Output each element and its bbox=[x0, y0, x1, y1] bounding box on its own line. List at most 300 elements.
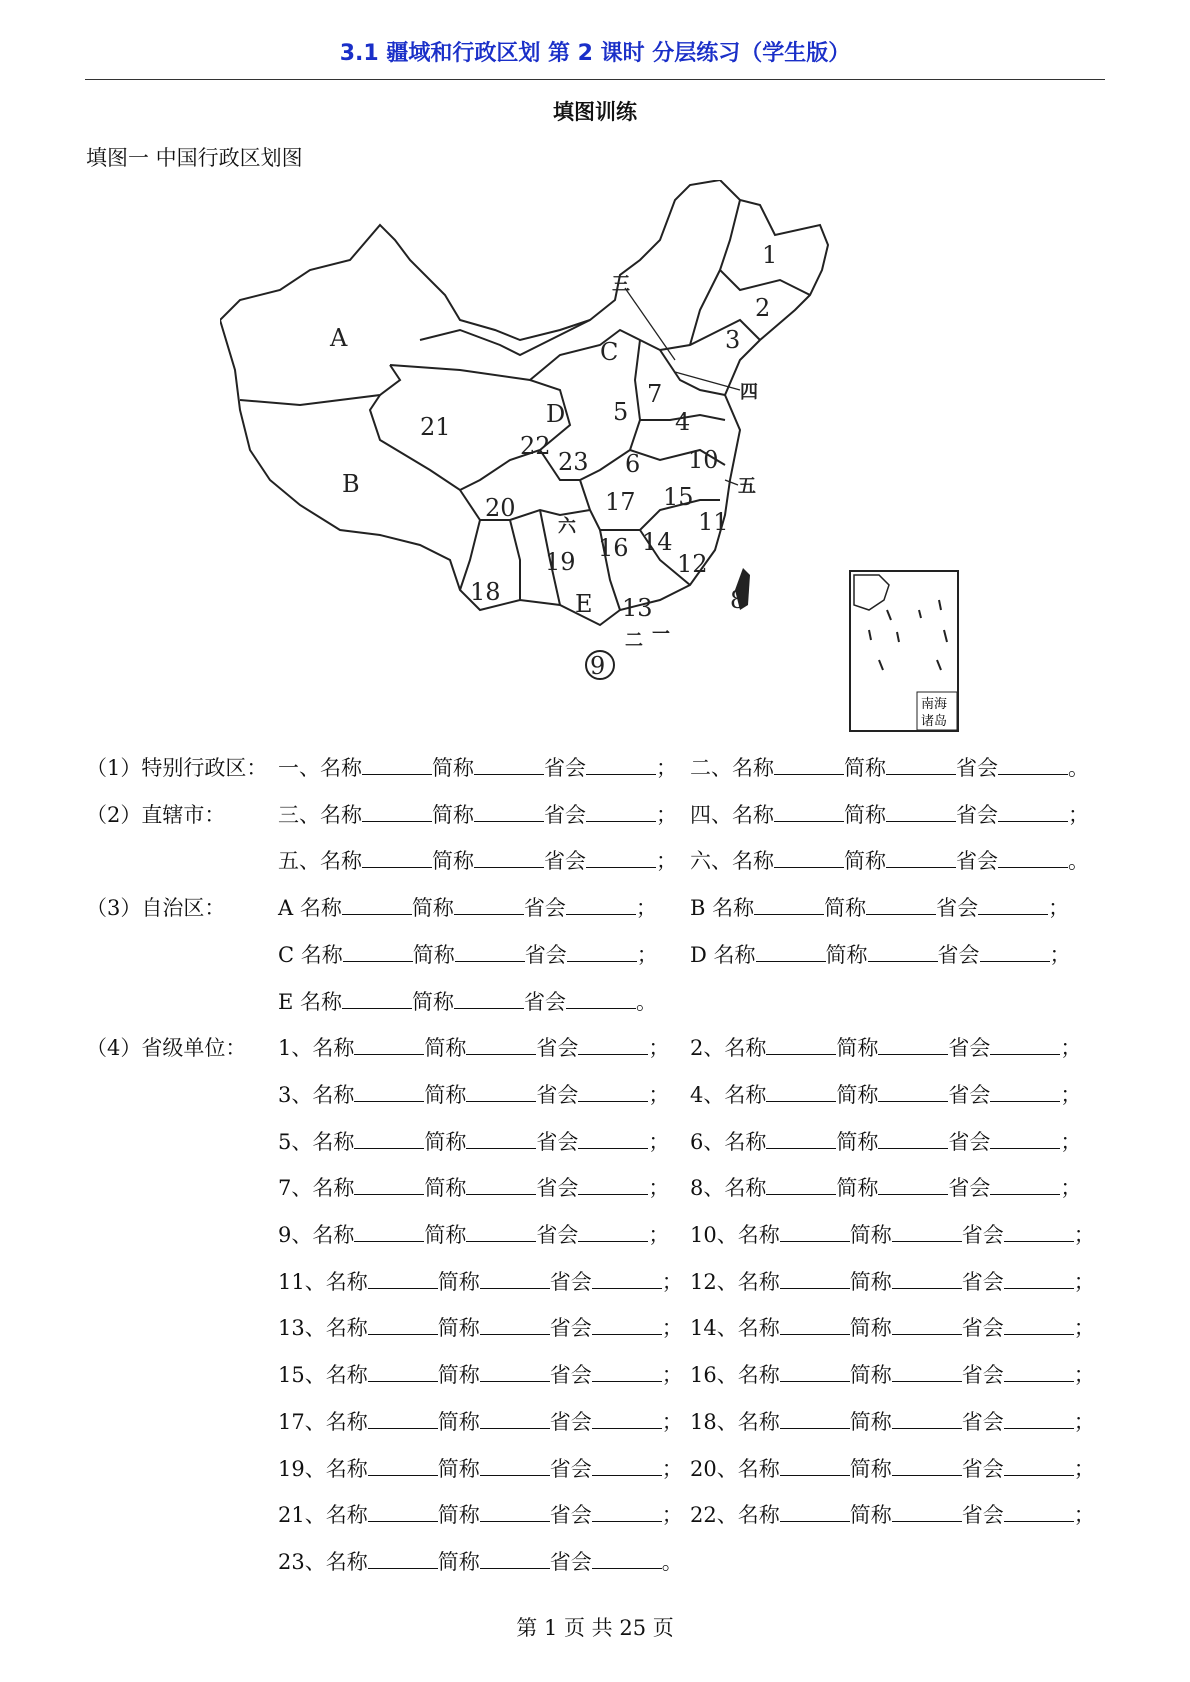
answer-blank[interactable] bbox=[368, 1361, 438, 1382]
answer-blank[interactable] bbox=[774, 847, 844, 868]
answer-blank[interactable] bbox=[878, 1034, 948, 1055]
fill-item bbox=[278, 939, 658, 969]
abbr-label: 简称 bbox=[412, 942, 455, 967]
item-end: ； bbox=[661, 1269, 683, 1294]
abbr-label: 简称 bbox=[437, 1363, 480, 1388]
item-end: ； bbox=[656, 802, 677, 827]
capital-label: 省会 bbox=[961, 1269, 1004, 1294]
fill-item bbox=[278, 799, 677, 829]
fill-item bbox=[278, 1453, 683, 1483]
item-label: 12、 bbox=[690, 1269, 738, 1294]
answer-blank[interactable] bbox=[780, 1268, 850, 1289]
item-label: 9、 bbox=[278, 1223, 313, 1247]
name-label: 名称 bbox=[325, 1409, 368, 1434]
item-end: 。 bbox=[1068, 756, 1089, 780]
map-label-b: B bbox=[342, 470, 360, 498]
item-label: 8、 bbox=[690, 1176, 725, 1201]
answer-blank[interactable] bbox=[892, 1408, 962, 1429]
answer-blank[interactable] bbox=[362, 847, 432, 868]
answer-blank[interactable] bbox=[354, 1221, 424, 1242]
answer-blank[interactable] bbox=[592, 1455, 662, 1476]
abbr-label: 简称 bbox=[412, 989, 455, 1014]
answer-blank[interactable] bbox=[892, 1455, 962, 1476]
fill-item bbox=[278, 1079, 669, 1109]
abbr-label: 简称 bbox=[849, 1409, 892, 1434]
item-end: ； bbox=[1060, 1176, 1082, 1201]
map-label-wu: 五 bbox=[738, 476, 756, 497]
answer-blank[interactable] bbox=[892, 1221, 962, 1242]
capital-label: 省会 bbox=[549, 1456, 592, 1481]
item-end: ； bbox=[661, 1363, 683, 1388]
map-label-d: D bbox=[546, 400, 566, 428]
item-label: 16、 bbox=[690, 1363, 738, 1388]
capital-label: 省会 bbox=[536, 1082, 579, 1107]
fill-item bbox=[690, 939, 1071, 969]
name-label: 名称 bbox=[320, 849, 362, 874]
answer-blank[interactable] bbox=[362, 801, 432, 822]
answer-blank[interactable] bbox=[892, 1501, 962, 1522]
map-label-8: 8 bbox=[730, 586, 746, 614]
name-label: 名称 bbox=[712, 896, 755, 921]
answer-blank[interactable] bbox=[578, 1081, 648, 1102]
map-label-23: 23 bbox=[558, 448, 589, 476]
answer-blank[interactable] bbox=[774, 754, 844, 775]
answer-blank[interactable] bbox=[578, 1174, 648, 1195]
capital-label: 省会 bbox=[544, 849, 586, 874]
map-outline bbox=[220, 180, 828, 625]
abbr-label: 简称 bbox=[836, 1176, 879, 1201]
answer-blank[interactable] bbox=[592, 1268, 662, 1289]
capital-label: 省会 bbox=[961, 1363, 1004, 1388]
map-label-liu: 六 bbox=[558, 516, 576, 537]
capital-label: 省会 bbox=[956, 756, 998, 780]
inset-label-line1: 南海 bbox=[921, 697, 948, 712]
answer-blank[interactable] bbox=[754, 894, 824, 915]
question-row bbox=[0, 1453, 1190, 1483]
answer-blank[interactable] bbox=[466, 1174, 536, 1195]
name-label: 名称 bbox=[724, 1082, 767, 1107]
answer-blank[interactable] bbox=[368, 1548, 438, 1569]
map-label-er: 二 bbox=[625, 630, 643, 651]
item-end: ； bbox=[648, 1036, 670, 1061]
answer-blank[interactable] bbox=[980, 941, 1050, 962]
item-end: ； bbox=[656, 849, 677, 874]
capital-label: 省会 bbox=[961, 1409, 1004, 1434]
map-label-san: 三 bbox=[612, 274, 630, 295]
name-label: 名称 bbox=[325, 1549, 368, 1574]
answer-blank[interactable] bbox=[756, 941, 826, 962]
abbr-label: 简称 bbox=[825, 942, 868, 967]
item-label: 一、 bbox=[278, 756, 320, 780]
name-label: 名称 bbox=[737, 1269, 780, 1294]
abbr-label: 简称 bbox=[849, 1223, 892, 1247]
answer-blank[interactable] bbox=[354, 1174, 424, 1195]
answer-blank[interactable] bbox=[1004, 1501, 1074, 1522]
name-label: 名称 bbox=[724, 1036, 767, 1061]
item-end: ； bbox=[661, 1456, 683, 1481]
answer-blank[interactable] bbox=[998, 847, 1068, 868]
south-china-sea-inset bbox=[849, 570, 959, 732]
answer-blank[interactable] bbox=[886, 847, 956, 868]
answer-blank[interactable] bbox=[766, 1034, 836, 1055]
answer-blank[interactable] bbox=[480, 1361, 550, 1382]
answer-blank[interactable] bbox=[480, 1268, 550, 1289]
map-label-21: 21 bbox=[420, 413, 451, 441]
fill-item bbox=[278, 1172, 669, 1202]
abbr-label: 简称 bbox=[432, 802, 474, 827]
fill-item bbox=[690, 1359, 1095, 1389]
item-end: ； bbox=[1048, 896, 1070, 921]
capital-label: 省会 bbox=[956, 802, 998, 827]
name-label: 名称 bbox=[732, 756, 774, 780]
item-label: E bbox=[278, 989, 301, 1014]
answer-blank[interactable] bbox=[592, 1314, 662, 1335]
item-label: 19、 bbox=[278, 1456, 326, 1481]
name-label: 名称 bbox=[299, 896, 342, 921]
name-label: 名称 bbox=[325, 1269, 368, 1294]
capital-label: 省会 bbox=[936, 896, 979, 921]
answer-blank[interactable] bbox=[466, 1081, 536, 1102]
question-row bbox=[0, 939, 1190, 969]
answer-blank[interactable] bbox=[866, 894, 936, 915]
item-label: A bbox=[278, 896, 300, 921]
fill-item bbox=[278, 1499, 683, 1529]
item-end: ； bbox=[635, 896, 657, 921]
answer-blank[interactable] bbox=[780, 1455, 850, 1476]
fill-item bbox=[278, 892, 657, 922]
fill-item bbox=[690, 892, 1069, 922]
item-end: ； bbox=[636, 942, 658, 967]
answer-blank[interactable] bbox=[586, 847, 656, 868]
capital-label: 省会 bbox=[549, 1503, 592, 1528]
answer-blank[interactable] bbox=[868, 941, 938, 962]
abbr-label: 简称 bbox=[844, 849, 886, 874]
map-label-11: 11 bbox=[698, 508, 729, 536]
item-end: ； bbox=[1049, 942, 1071, 967]
abbr-label: 简称 bbox=[836, 1129, 879, 1154]
answer-blank[interactable] bbox=[368, 1268, 438, 1289]
abbr-label: 简称 bbox=[424, 1129, 467, 1154]
name-label: 名称 bbox=[312, 1176, 355, 1201]
answer-blank[interactable] bbox=[578, 1221, 648, 1242]
item-end: ； bbox=[648, 1176, 670, 1201]
fill-item bbox=[690, 1126, 1081, 1156]
answer-blank[interactable] bbox=[592, 1501, 662, 1522]
name-label: 名称 bbox=[312, 1129, 355, 1154]
answer-blank[interactable] bbox=[466, 1128, 536, 1149]
item-end: 。 bbox=[661, 1549, 683, 1574]
capital-label: 省会 bbox=[523, 896, 566, 921]
answer-blank[interactable] bbox=[454, 894, 524, 915]
answer-blank[interactable] bbox=[368, 1455, 438, 1476]
item-label: 10、 bbox=[690, 1223, 738, 1247]
name-label: 名称 bbox=[724, 1176, 767, 1201]
page-header-title: 3.1 疆域和行政区划 第 2 课时 分层练习（学生版） bbox=[339, 41, 851, 66]
answer-blank[interactable] bbox=[354, 1034, 424, 1055]
answer-blank[interactable] bbox=[592, 1408, 662, 1429]
question-row bbox=[0, 1172, 1190, 1202]
answer-blank[interactable] bbox=[766, 1128, 836, 1149]
answer-blank[interactable] bbox=[480, 1314, 550, 1335]
map-label-2: 2 bbox=[755, 294, 771, 322]
map-label-15: 15 bbox=[663, 483, 694, 511]
answer-blank[interactable] bbox=[362, 754, 432, 775]
answer-blank[interactable] bbox=[886, 801, 956, 822]
answer-blank[interactable] bbox=[455, 941, 525, 962]
abbr-label: 简称 bbox=[437, 1503, 480, 1528]
item-label: 二、 bbox=[690, 756, 732, 780]
fill-item bbox=[278, 1312, 683, 1342]
answer-blank[interactable] bbox=[990, 1174, 1060, 1195]
item-label: 5、 bbox=[278, 1129, 313, 1154]
abbr-label: 简称 bbox=[824, 896, 867, 921]
abbr-label: 简称 bbox=[849, 1269, 892, 1294]
abbr-label: 简称 bbox=[849, 1456, 892, 1481]
item-label: D bbox=[690, 942, 714, 967]
item-label: 三、 bbox=[278, 802, 320, 827]
answer-blank[interactable] bbox=[342, 894, 412, 915]
map-label-e: E bbox=[575, 590, 593, 618]
item-end: ； bbox=[648, 1129, 670, 1154]
map-label-9: 9 bbox=[590, 652, 606, 680]
answer-blank[interactable] bbox=[998, 801, 1068, 822]
capital-label: 省会 bbox=[549, 1409, 592, 1434]
capital-label: 省会 bbox=[961, 1456, 1004, 1481]
answer-blank[interactable] bbox=[566, 894, 636, 915]
name-label: 名称 bbox=[713, 942, 756, 967]
answer-blank[interactable] bbox=[480, 1548, 550, 1569]
question-row bbox=[0, 1079, 1190, 1109]
item-label: 6、 bbox=[690, 1129, 725, 1154]
abbr-label: 简称 bbox=[424, 1223, 467, 1247]
answer-blank[interactable] bbox=[1004, 1314, 1074, 1335]
abbr-label: 简称 bbox=[437, 1549, 480, 1574]
question-row bbox=[0, 892, 1190, 922]
item-end: ； bbox=[1073, 1363, 1095, 1388]
item-label: 18、 bbox=[690, 1409, 738, 1434]
item-end: ； bbox=[1073, 1409, 1095, 1434]
answer-blank[interactable] bbox=[586, 754, 656, 775]
map-label-a: A bbox=[330, 324, 348, 352]
name-label: 名称 bbox=[325, 1503, 368, 1528]
abbr-label: 简称 bbox=[437, 1269, 480, 1294]
capital-label: 省会 bbox=[956, 849, 998, 874]
answer-blank[interactable] bbox=[566, 988, 636, 1009]
answer-blank[interactable] bbox=[990, 1081, 1060, 1102]
answer-blank[interactable] bbox=[780, 1221, 850, 1242]
answer-blank[interactable] bbox=[592, 1361, 662, 1382]
capital-label: 省会 bbox=[961, 1503, 1004, 1528]
item-label: 13、 bbox=[278, 1316, 326, 1341]
answer-blank[interactable] bbox=[878, 1128, 948, 1149]
capital-label: 省会 bbox=[536, 1223, 579, 1247]
abbr-label: 简称 bbox=[849, 1363, 892, 1388]
item-end: ； bbox=[1073, 1456, 1095, 1481]
answer-blank[interactable] bbox=[878, 1081, 948, 1102]
capital-label: 省会 bbox=[536, 1036, 579, 1061]
answer-blank[interactable] bbox=[343, 941, 413, 962]
answer-blank[interactable] bbox=[878, 1174, 948, 1195]
item-end: ； bbox=[1073, 1223, 1095, 1247]
answer-blank[interactable] bbox=[466, 1221, 536, 1242]
item-end: ； bbox=[661, 1503, 683, 1528]
abbr-label: 简称 bbox=[437, 1456, 480, 1481]
answer-blank[interactable] bbox=[998, 754, 1068, 775]
answer-blank[interactable] bbox=[578, 1128, 648, 1149]
answer-blank[interactable] bbox=[474, 801, 544, 822]
map-label-13: 13 bbox=[622, 594, 653, 622]
answer-blank[interactable] bbox=[990, 1128, 1060, 1149]
fill-item bbox=[690, 1172, 1081, 1202]
answer-blank[interactable] bbox=[567, 941, 637, 962]
answer-blank[interactable] bbox=[368, 1501, 438, 1522]
abbr-label: 简称 bbox=[424, 1082, 467, 1107]
map-label-19: 19 bbox=[545, 548, 576, 576]
answer-blank[interactable] bbox=[474, 847, 544, 868]
answer-blank[interactable] bbox=[592, 1548, 662, 1569]
fill-item bbox=[690, 1406, 1095, 1436]
map-label-si: 四 bbox=[740, 382, 758, 403]
name-label: 名称 bbox=[320, 756, 362, 780]
question-row bbox=[0, 1219, 1190, 1249]
abbr-label: 简称 bbox=[424, 1036, 467, 1061]
fill-item bbox=[690, 1453, 1095, 1483]
item-label: 四、 bbox=[690, 802, 732, 827]
item-label: 1、 bbox=[278, 1036, 313, 1061]
answer-blank[interactable] bbox=[766, 1174, 836, 1195]
section-title: 填图训练 bbox=[553, 100, 637, 124]
question-row bbox=[0, 1406, 1190, 1436]
fill-item bbox=[690, 1312, 1095, 1342]
answer-blank[interactable] bbox=[892, 1268, 962, 1289]
name-label: 名称 bbox=[320, 802, 362, 827]
answer-blank[interactable] bbox=[368, 1408, 438, 1429]
answer-blank[interactable] bbox=[780, 1408, 850, 1429]
question-row bbox=[0, 986, 1190, 1016]
question-row bbox=[0, 845, 1190, 875]
map-label-18: 18 bbox=[470, 578, 501, 606]
answer-blank[interactable] bbox=[368, 1314, 438, 1335]
answer-blank[interactable] bbox=[466, 1034, 536, 1055]
answer-blank[interactable] bbox=[886, 754, 956, 775]
abbr-label: 简称 bbox=[432, 756, 474, 780]
question-head: （1）特别行政区： bbox=[86, 756, 268, 780]
capital-label: 省会 bbox=[544, 802, 586, 827]
abbr-label: 简称 bbox=[411, 896, 454, 921]
answer-blank[interactable] bbox=[780, 1501, 850, 1522]
answer-blank[interactable] bbox=[892, 1314, 962, 1335]
answer-blank[interactable] bbox=[480, 1501, 550, 1522]
answer-blank[interactable] bbox=[354, 1081, 424, 1102]
answer-blank[interactable] bbox=[774, 801, 844, 822]
answer-blank[interactable] bbox=[342, 988, 412, 1009]
figure-title: 填图一 中国行政区划图 bbox=[86, 146, 303, 170]
fill-item bbox=[690, 1032, 1081, 1062]
capital-label: 省会 bbox=[536, 1129, 579, 1154]
capital-label: 省会 bbox=[961, 1223, 1004, 1247]
inset-label-line2: 诸岛 bbox=[921, 714, 948, 729]
map-label-3: 3 bbox=[725, 326, 741, 354]
map-label-14: 14 bbox=[642, 528, 673, 556]
fill-item bbox=[690, 799, 1089, 829]
answer-blank[interactable] bbox=[780, 1314, 850, 1335]
answer-blank[interactable] bbox=[480, 1408, 550, 1429]
fill-item bbox=[278, 1219, 669, 1249]
abbr-label: 简称 bbox=[849, 1316, 892, 1341]
item-label: 15、 bbox=[278, 1363, 326, 1388]
question-head: （2）直辖市： bbox=[86, 802, 226, 827]
abbr-label: 简称 bbox=[432, 849, 474, 874]
question-row bbox=[0, 1032, 1190, 1062]
abbr-label: 简称 bbox=[844, 756, 886, 780]
answer-blank[interactable] bbox=[578, 1034, 648, 1055]
answer-blank[interactable] bbox=[1004, 1221, 1074, 1242]
item-label: 14、 bbox=[690, 1316, 738, 1341]
answer-blank[interactable] bbox=[1004, 1455, 1074, 1476]
item-label: 五、 bbox=[278, 849, 320, 874]
fill-item bbox=[690, 752, 1089, 782]
answer-blank[interactable] bbox=[780, 1361, 850, 1382]
answer-blank[interactable] bbox=[1004, 1268, 1074, 1289]
question-row bbox=[0, 799, 1190, 829]
answer-blank[interactable] bbox=[892, 1361, 962, 1382]
answer-blank[interactable] bbox=[990, 1034, 1060, 1055]
map-label-10: 10 bbox=[688, 446, 719, 474]
item-end: ； bbox=[648, 1082, 670, 1107]
fill-item bbox=[278, 845, 677, 875]
item-label: 22、 bbox=[690, 1503, 738, 1528]
answer-blank[interactable] bbox=[480, 1455, 550, 1476]
item-end: 。 bbox=[1068, 849, 1089, 874]
answer-blank[interactable] bbox=[978, 894, 1048, 915]
name-label: 名称 bbox=[732, 849, 774, 874]
answer-blank[interactable] bbox=[354, 1128, 424, 1149]
item-label: 7、 bbox=[278, 1176, 313, 1201]
map-label-12: 12 bbox=[677, 550, 708, 578]
item-end: ； bbox=[1060, 1129, 1082, 1154]
answer-blank[interactable] bbox=[474, 754, 544, 775]
name-label: 名称 bbox=[737, 1503, 780, 1528]
answer-blank[interactable] bbox=[586, 801, 656, 822]
header-divider bbox=[85, 79, 1105, 80]
fill-item bbox=[690, 845, 1089, 875]
item-end: ； bbox=[1068, 802, 1089, 827]
answer-blank[interactable] bbox=[454, 988, 524, 1009]
capital-label: 省会 bbox=[948, 1176, 991, 1201]
question-row bbox=[0, 752, 1190, 782]
abbr-label: 简称 bbox=[437, 1409, 480, 1434]
answer-blank[interactable] bbox=[1004, 1408, 1074, 1429]
fill-item bbox=[278, 752, 677, 782]
fill-item bbox=[690, 1219, 1095, 1249]
item-label: 21、 bbox=[278, 1503, 326, 1528]
capital-label: 省会 bbox=[937, 942, 980, 967]
answer-blank[interactable] bbox=[766, 1081, 836, 1102]
map-label-17: 17 bbox=[605, 488, 636, 516]
capital-label: 省会 bbox=[549, 1549, 592, 1574]
capital-label: 省会 bbox=[948, 1129, 991, 1154]
abbr-label: 简称 bbox=[836, 1082, 879, 1107]
answer-blank[interactable] bbox=[1004, 1361, 1074, 1382]
name-label: 名称 bbox=[325, 1456, 368, 1481]
map-label-20: 20 bbox=[485, 494, 516, 522]
question-head: （4）省级单位： bbox=[86, 1036, 247, 1061]
fill-item bbox=[278, 1266, 683, 1296]
item-label: 17、 bbox=[278, 1409, 326, 1434]
fill-item bbox=[278, 1359, 683, 1389]
name-label: 名称 bbox=[737, 1456, 780, 1481]
capital-label: 省会 bbox=[549, 1363, 592, 1388]
